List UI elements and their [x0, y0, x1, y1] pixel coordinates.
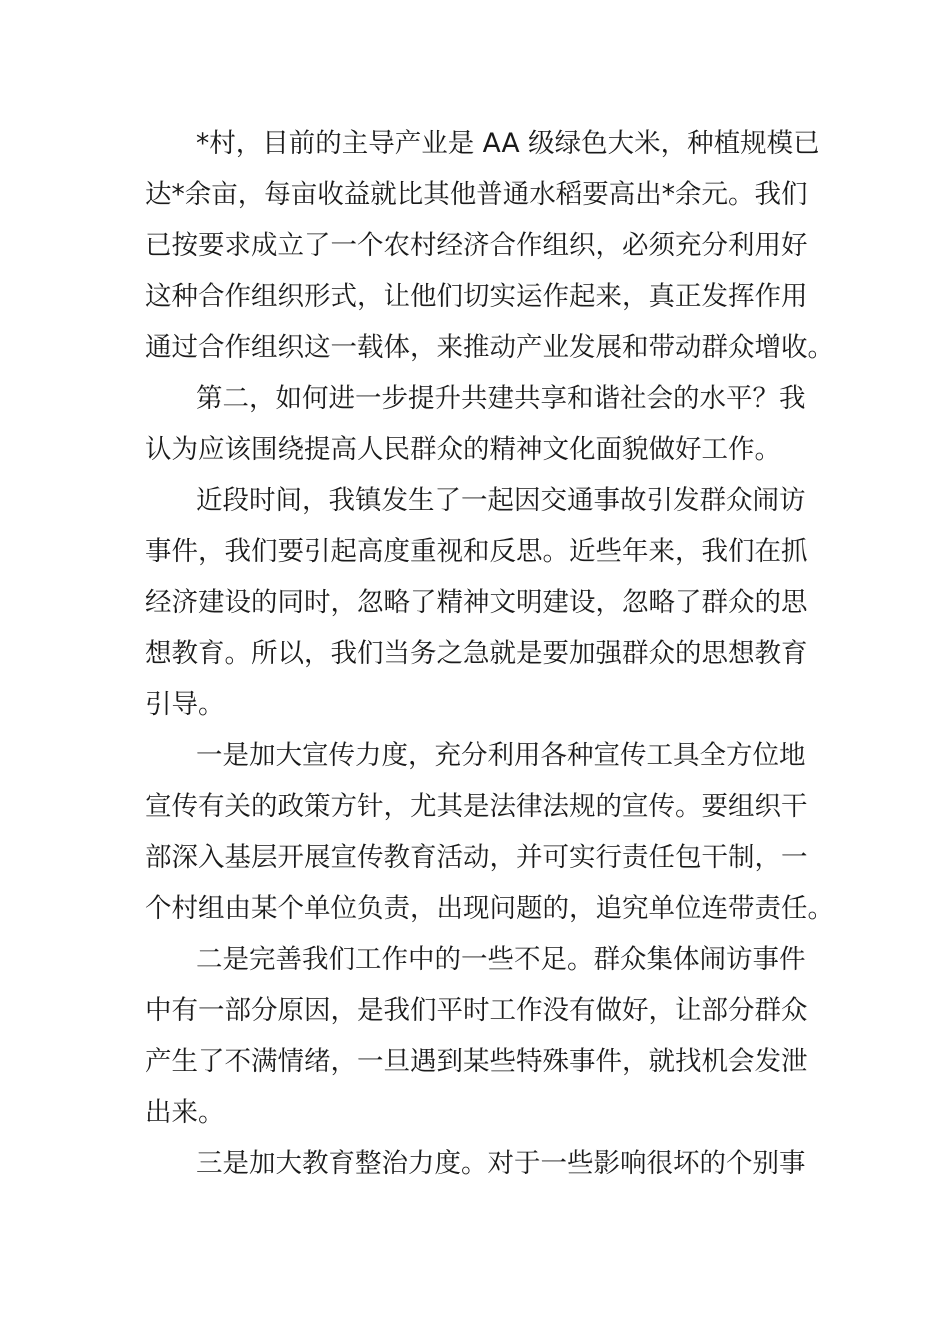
- paragraph-first-line: 近段时间，我镇发生了一起因交通事故引发群众闹访: [196, 485, 806, 516]
- paragraph-first-line: 第二，如何进一步提升共建共享和谐社会的水平？我: [196, 383, 806, 414]
- document-body: [145, 118, 834, 1189]
- text-line: 达*余亩，每亩收益就比其他普通水稻要高出*余元。我们: [145, 179, 808, 210]
- text-line: 已按要求成立了一个农村经济合作组织，必须充分利用好: [145, 230, 808, 261]
- text-line: 中有一部分原因，是我们平时工作没有做好，让部分群众: [145, 995, 808, 1026]
- text-line: 宣传有关的政策方针，尤其是法律法规的宣传。要组织干: [145, 791, 808, 822]
- text-line: 通过合作组织这一载体，来推动产业发展和带动群众增收。: [145, 332, 834, 363]
- text-line: 经济建设的同时，忽略了精神文明建设，忽略了群众的思: [145, 587, 808, 618]
- text-line: 事件，我们要引起高度重视和反思。近些年来，我们在抓: [145, 536, 808, 567]
- paragraph-first-line: 三是加大教育整治力度。对于一些影响很坏的个别事: [196, 1148, 806, 1179]
- text-line: 引导。: [145, 689, 225, 720]
- paragraph-first-line: 一是加大宣传力度，充分利用各种宣传工具全方位地: [196, 740, 806, 771]
- text-line: 出来。: [145, 1097, 225, 1128]
- text-line: 个村组由某个单位负责，出现问题的，追究单位连带责任。: [145, 893, 834, 924]
- text-line: 这种合作组织形式，让他们切实运作起来，真正发挥作用: [145, 281, 808, 312]
- paragraph-first-line: 二是完善我们工作中的一些不足。群众集体闹访事件: [196, 944, 806, 975]
- text-line: 想教育。所以，我们当务之急就是要加强群众的思想教育: [145, 638, 808, 669]
- text-line: 部深入基层开展宣传教育活动，并可实行责任包干制，一: [145, 842, 808, 873]
- paragraph-first-line: *村，目前的主导产业是 AA 级绿色大米，种植规模已: [196, 128, 820, 159]
- text-line: 认为应该围绕提高人民群众的精神文化面貌做好工作。: [145, 434, 781, 465]
- text-line: 产生了不满情绪，一旦遇到某些特殊事件，就找机会发泄: [145, 1046, 808, 1077]
